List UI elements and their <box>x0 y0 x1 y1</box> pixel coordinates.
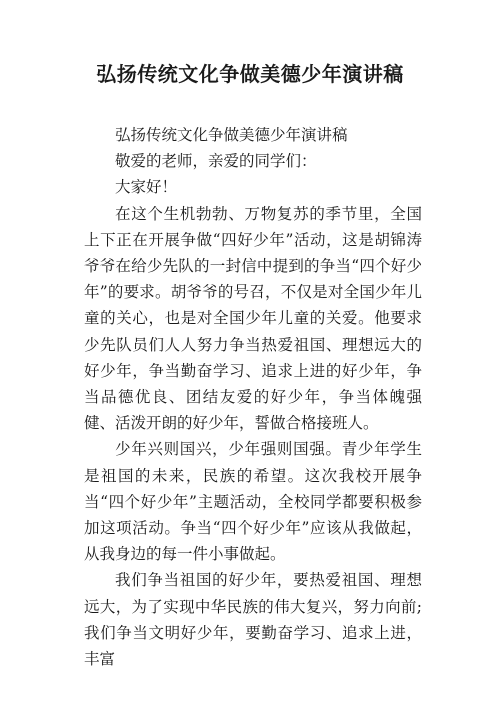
paragraph-greeting: 大家好！ <box>115 178 178 197</box>
paragraph-body-3: 我们争当祖国的好少年，要热爱祖国、理想远大，为了实现中华民族的伟大复兴，努力向前;我们争当文明好少年，要勤奋学习、追求上进，丰富 <box>84 571 422 669</box>
paragraph-body-2: 少年兴则国兴，少年强则国强。青少年学生是祖国的未来，民族的希望。这次我校开展争当“四个好少年”主题活动，全校同学都要积极参加这项活动。争当“四个好少年”应该从我做起，从我身边的每一件小事做起。 <box>84 440 422 564</box>
paragraph-body-1: 在这个生机勃勃、万物复苏的季节里，全国上下正在开展争做“四好少年”活动，这是胡锦涛爷爷在给少先队的一封信中提到的争当“四个好少年”的要求。胡爷爷的号召，不仅是对全国少年儿童的关心，也是对全国少年儿童的关爱。他要求少先队员们人人努力争当热爱祖国、理想远大的好少年，争当勤奋学习、追求上进的好少年，争当品德优良、团结友爱的好少年，争当体魄强健、活泼开朗的好少年，誓做合格接班人。 <box>84 204 422 433</box>
paragraph-salutation: 敬爱的老师，亲爱的同学们： <box>115 152 317 171</box>
document-title: 弘扬传统文化争做美德少年演讲稿 <box>96 62 404 86</box>
document-body <box>84 122 422 672</box>
paragraph-subtitle: 弘扬传统文化争做美德少年演讲稿 <box>115 126 348 144</box>
